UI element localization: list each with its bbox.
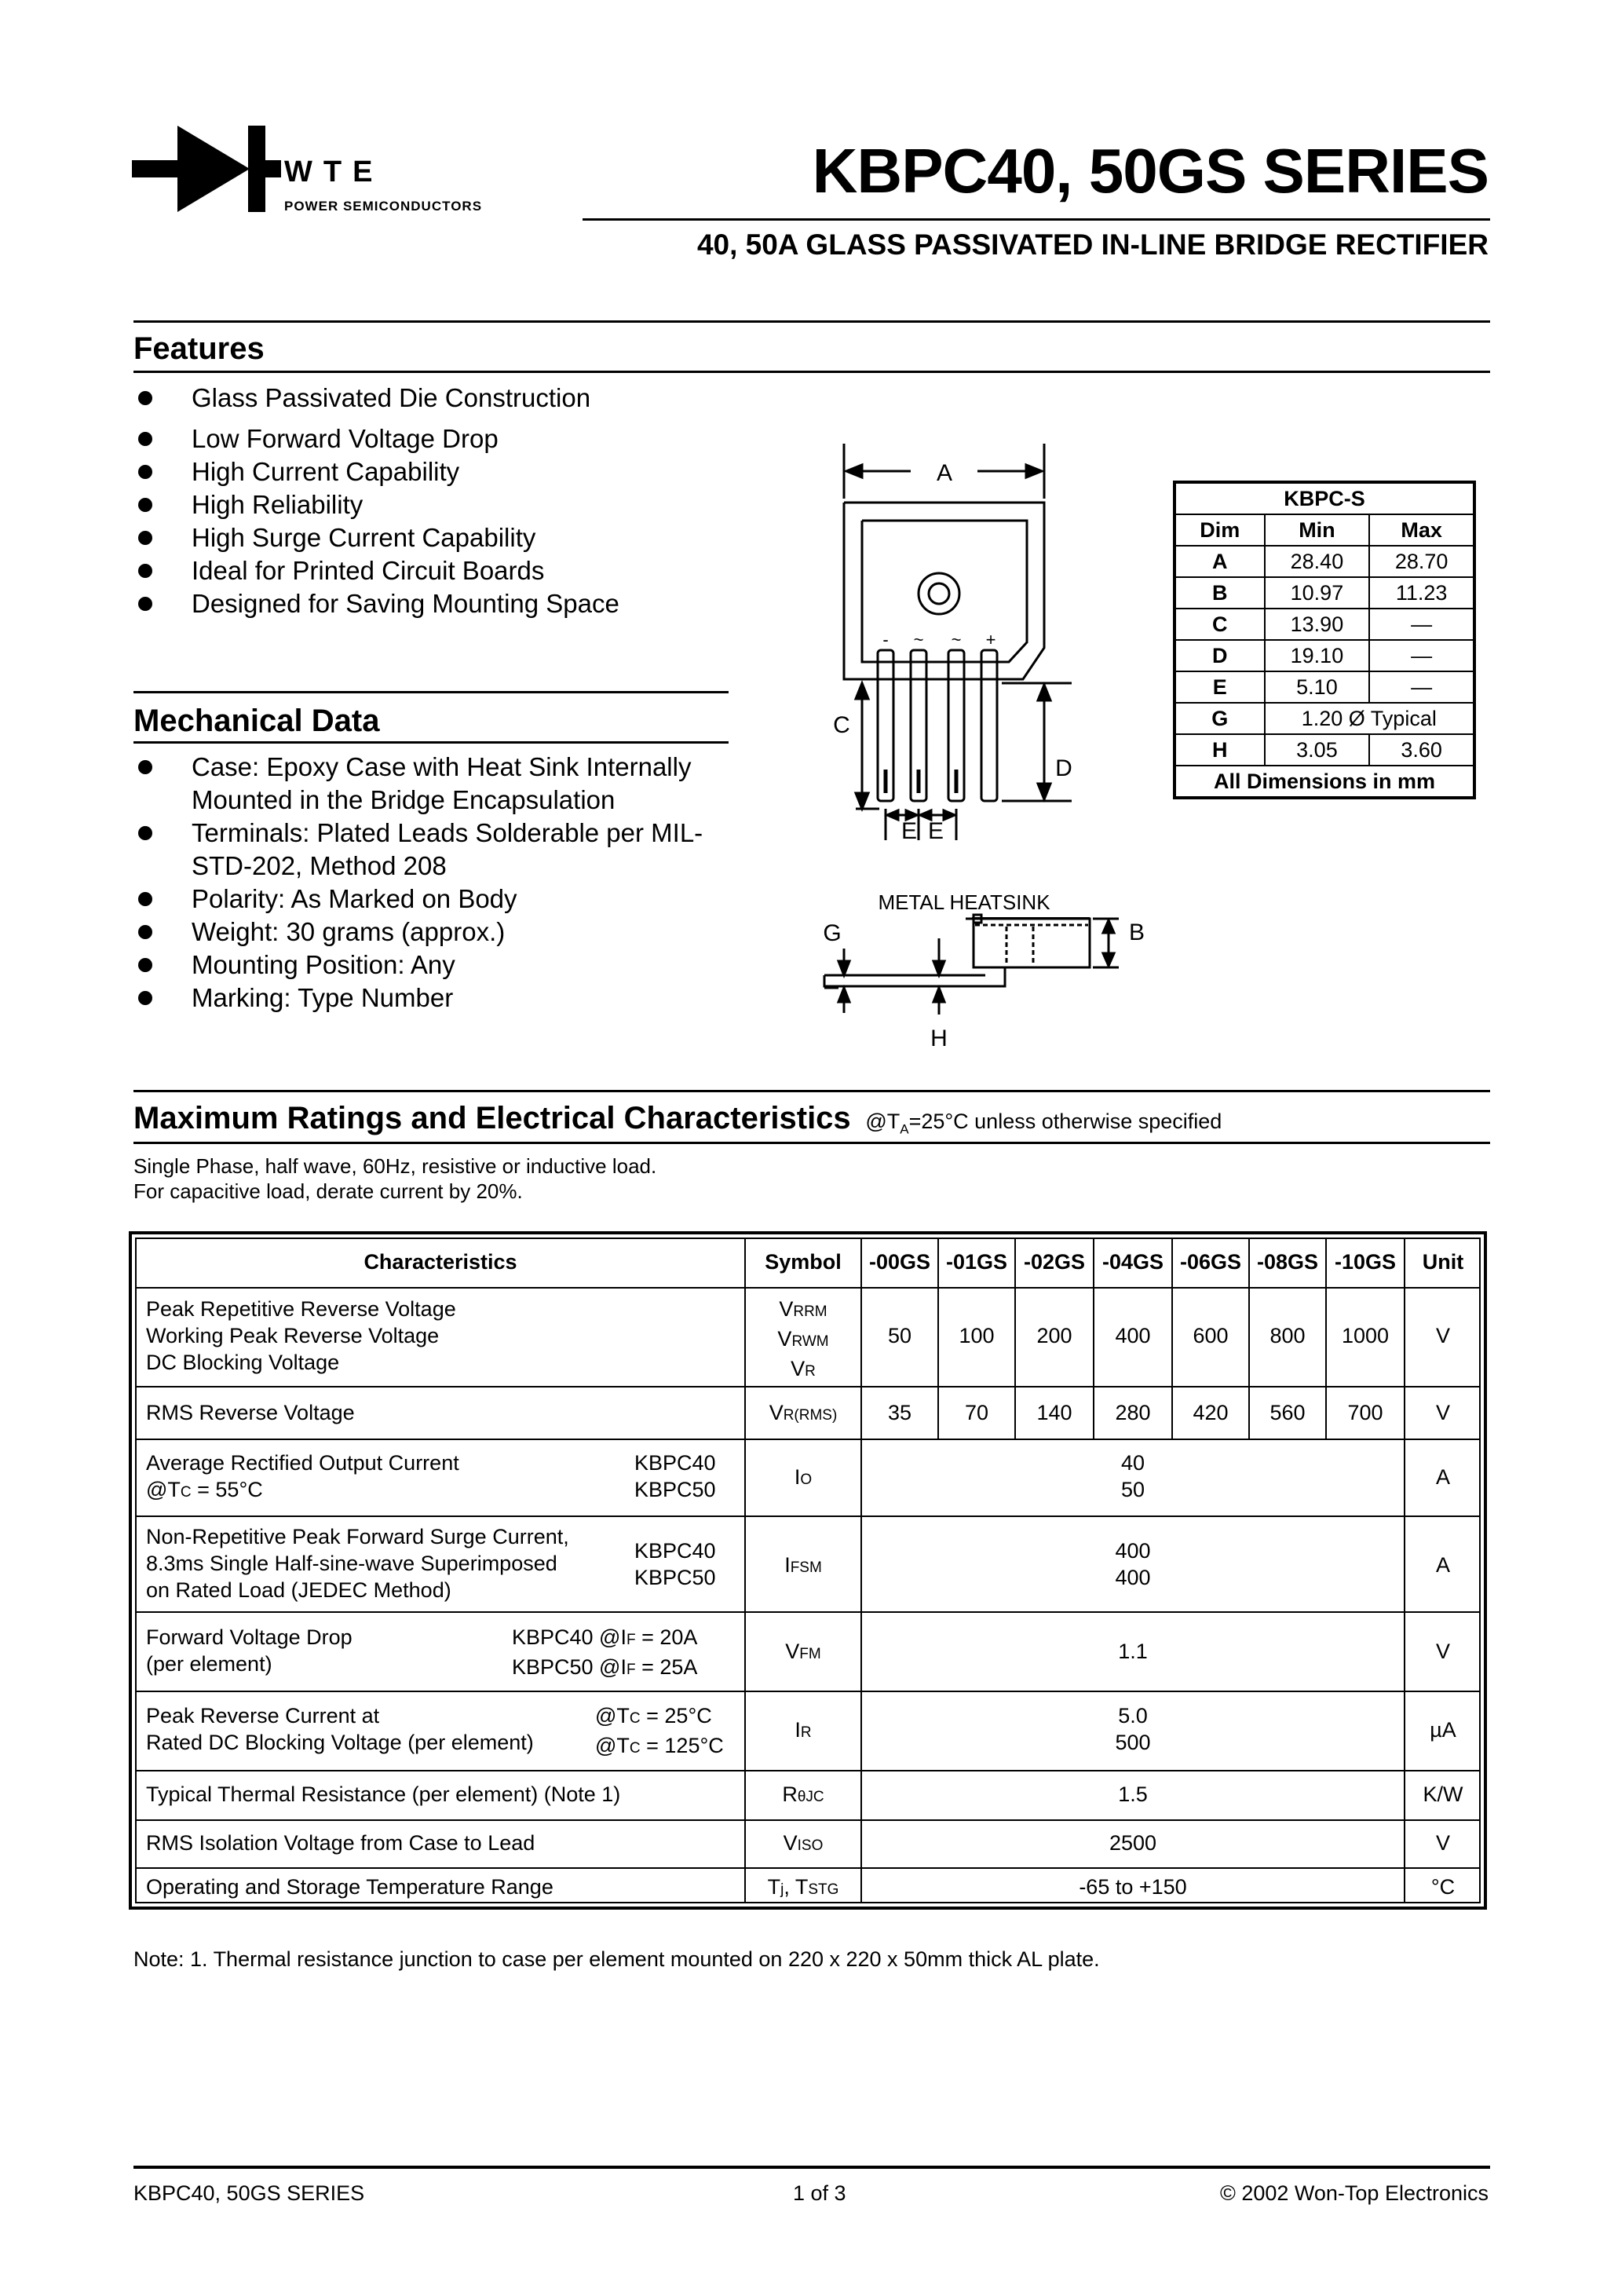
row7-value: 1.5	[1118, 1782, 1148, 1806]
row2-value: 700	[1347, 1401, 1383, 1424]
table-note: Note: 1. Thermal resistance junction to case per element mounted on 220 x 220 x 50mm thick AL plate.	[133, 1947, 1100, 1971]
row6-characteristic: Peak Reverse Current at Rated DC Blocking Voltage (per element)	[146, 1704, 534, 1754]
row1-unit: V	[1435, 1324, 1450, 1347]
page-subtitle: 40, 50A GLASS PASSIVATED IN-LINE BRIDGE RECTIFIER	[696, 229, 1489, 261]
ratings-top-rule	[133, 1090, 1490, 1092]
list-item: High Surge Current Capability	[133, 521, 762, 554]
table-row	[1174, 609, 1474, 640]
dims-cell-max: 11.23	[1369, 577, 1474, 609]
dims-cell-dim: H	[1174, 734, 1265, 766]
mechanical-list	[133, 751, 746, 1015]
footer-copyright: © 2002 Won-Top Electronics	[1219, 2181, 1489, 2205]
row2-value: 70	[964, 1401, 989, 1424]
row3-characteristic: Average Rectified Output Current @TC = 55°C	[146, 1451, 459, 1501]
col-header-grade: -04GS	[1101, 1250, 1164, 1274]
col-header-characteristics: Characteristics	[363, 1250, 517, 1274]
row2-characteristic: RMS Reverse Voltage	[146, 1401, 355, 1424]
mechanical-bottom-rule	[133, 741, 729, 744]
row3-values: 40 50	[1120, 1451, 1145, 1501]
ratings-title-text: Maximum Ratings and Electrical Characteristics	[133, 1101, 851, 1135]
row7-symbol: RθJC	[782, 1782, 824, 1806]
dims-cell-min: 10.97	[1265, 577, 1370, 609]
table-row	[1174, 703, 1474, 734]
dims-cell-dim: D	[1174, 640, 1265, 671]
row3-symbol: IO	[794, 1465, 813, 1489]
row8-value: 2500	[1109, 1831, 1157, 1855]
pin-ac2-label: ~	[951, 630, 962, 649]
row9-unit: °C	[1430, 1875, 1456, 1899]
row4-unit: A	[1435, 1553, 1450, 1577]
col-header-grade: -06GS	[1179, 1250, 1242, 1274]
dims-cell-max: —	[1369, 671, 1474, 703]
col-header-grade: -10GS	[1334, 1250, 1397, 1274]
footer-rule	[133, 2166, 1490, 2169]
ratings-table	[129, 1231, 1487, 1910]
row1-value: 800	[1269, 1324, 1306, 1347]
pin-minus-label: -	[882, 630, 889, 649]
dim-label-b: B	[1128, 919, 1145, 945]
list-item: Weight: 30 grams (approx.)	[133, 916, 746, 949]
row6-values: 5.0 500	[1115, 1704, 1151, 1754]
table-row	[1174, 671, 1474, 703]
pin-ac1-label: ~	[913, 630, 924, 649]
row8-symbol: VISO	[783, 1831, 824, 1855]
ratings-bottom-rule	[133, 1142, 1490, 1144]
features-list	[133, 382, 762, 620]
table-row	[1174, 546, 1474, 577]
dims-header-min: Min	[1265, 514, 1370, 546]
ratings-condition-2: For capacitive load, derate current by 20%.	[133, 1179, 523, 1203]
footer-page-number: 1 of 3	[793, 2181, 846, 2205]
row4-values: 400 400	[1115, 1539, 1151, 1589]
brand-name: WTE	[284, 155, 384, 188]
dimensions-table	[1173, 481, 1476, 799]
package-outline-diagram	[801, 440, 1178, 1052]
row8-characteristic: RMS Isolation Voltage from Case to Lead	[146, 1831, 535, 1855]
col-header-grade: -00GS	[868, 1250, 931, 1274]
ratings-title-note: $@T_A=25^\circ C$ unless otherwise specified	[865, 1110, 1222, 1137]
row1-value: 400	[1115, 1324, 1151, 1347]
table-row	[1174, 577, 1474, 609]
heatsink-label: METAL HEATSINK	[878, 890, 1050, 914]
row2-value: 560	[1269, 1401, 1306, 1424]
row1-value: 600	[1193, 1324, 1229, 1347]
col-header-grade: -02GS	[1023, 1250, 1086, 1274]
row1-value: 200	[1036, 1324, 1072, 1347]
row2-value: 140	[1036, 1401, 1072, 1424]
row2-value: 280	[1115, 1401, 1151, 1424]
dim-label-a: A	[936, 460, 953, 486]
table-row	[1174, 734, 1474, 766]
row1-value: 100	[959, 1324, 995, 1347]
dims-header-max: Max	[1369, 514, 1474, 546]
dims-cell-dim: B	[1174, 577, 1265, 609]
list-item: High Reliability	[133, 488, 762, 521]
dim-label-e1: E	[901, 818, 918, 844]
row3-unit: A	[1435, 1465, 1450, 1489]
row5-symbol: VFM	[785, 1640, 821, 1663]
dim-label-c: C	[833, 712, 850, 738]
dims-cell-max: —	[1369, 609, 1474, 640]
row1-value: 1000	[1341, 1324, 1390, 1347]
row1-symbol: VRRM VRWM VR	[777, 1297, 829, 1380]
dims-cell-min: 13.90	[1265, 609, 1370, 640]
table-row	[1174, 640, 1474, 671]
dims-cell-min: 5.10	[1265, 671, 1370, 703]
row9-characteristic: Operating and Storage Temperature Range	[146, 1875, 553, 1899]
row2-value: 420	[1193, 1401, 1229, 1424]
row5-conditions: KBPC40 @IF = 20A KBPC50 @IF = 25A	[512, 1625, 698, 1679]
row9-value: -65 to +150	[1079, 1875, 1187, 1899]
features-top-rule	[133, 320, 1490, 323]
dim-label-d: D	[1055, 755, 1072, 781]
list-item: Glass Passivated Die Construction	[133, 382, 762, 415]
row4-characteristic: Non-Repetitive Peak Forward Surge Current, 8.3ms Single Half-sine-wave Superimposed on Rated Load (JEDEC Method)	[146, 1525, 569, 1602]
list-item: Case: Epoxy Case with Heat Sink Internally Mounted in the Bridge Encapsulation	[133, 751, 746, 817]
pin-plus-label: +	[985, 630, 996, 649]
row5-value: 1.1	[1118, 1640, 1148, 1663]
col-header-symbol: Symbol	[765, 1250, 842, 1274]
row6-conditions: @TC = 25°C @TC = 125°C	[595, 1704, 724, 1757]
row2-value: 35	[887, 1401, 912, 1424]
dims-cell-typical: 1.20 Ø Typical	[1265, 703, 1474, 734]
row2-symbol: VR(RMS)	[769, 1401, 838, 1424]
wte-logo-icon	[132, 118, 281, 220]
row4-models: KBPC40 KBPC50	[634, 1539, 716, 1589]
row7-unit: K/W	[1423, 1782, 1463, 1806]
dims-footer: All Dimensions in mm	[1174, 766, 1474, 798]
dims-package-name: KBPC-S	[1174, 482, 1474, 514]
col-header-grade: -01GS	[945, 1250, 1008, 1274]
row9-symbol: Tj, TSTG	[767, 1875, 839, 1899]
dims-cell-min: 28.40	[1265, 546, 1370, 577]
ratings-condition-1: Single Phase, half wave, 60Hz, resistive or inductive load.	[133, 1154, 657, 1178]
dims-cell-dim: G	[1174, 703, 1265, 734]
dims-cell-dim: E	[1174, 671, 1265, 703]
title-divider	[583, 218, 1490, 221]
footer-series: KBPC40, 50GS SERIES	[133, 2181, 365, 2205]
list-item: Ideal for Printed Circuit Boards	[133, 554, 762, 587]
mechanical-title: Mechanical Data	[133, 704, 380, 738]
row3-models: KBPC40 KBPC50	[634, 1451, 716, 1501]
dims-cell-dim: A	[1174, 546, 1265, 577]
row7-characteristic: Typical Thermal Resistance (per element) (Note 1)	[146, 1782, 621, 1806]
list-item: Designed for Saving Mounting Space	[133, 587, 762, 620]
list-item: Low Forward Voltage Drop	[133, 422, 762, 455]
list-item: Polarity: As Marked on Body	[133, 883, 746, 916]
row5-characteristic: Forward Voltage Drop (per element)	[146, 1625, 353, 1676]
row6-unit: µA	[1430, 1718, 1456, 1742]
brand-tagline: POWER SEMICONDUCTORS	[284, 199, 483, 214]
dims-cell-min: 19.10	[1265, 640, 1370, 671]
col-header-grade: -08GS	[1256, 1250, 1319, 1274]
page-title: KBPC40, 50GS SERIES	[812, 136, 1489, 206]
list-item: Terminals: Plated Leads Solderable per MIL-STD-202, Method 208	[133, 817, 746, 883]
dim-label-h: H	[930, 1026, 948, 1051]
features-title: Features	[133, 331, 265, 366]
dim-label-g: G	[823, 920, 842, 946]
list-item: High Current Capability	[133, 455, 762, 488]
dims-cell-dim: C	[1174, 609, 1265, 640]
row8-unit: V	[1435, 1831, 1450, 1855]
dims-cell-min: 3.05	[1265, 734, 1370, 766]
row6-symbol: IR	[795, 1718, 812, 1742]
list-item: Mounting Position: Any	[133, 949, 746, 982]
mechanical-top-rule	[133, 691, 729, 693]
dims-cell-max: 3.60	[1369, 734, 1474, 766]
row2-unit: V	[1435, 1401, 1450, 1424]
row4-symbol: IFSM	[784, 1553, 822, 1577]
dim-label-e2: E	[927, 818, 944, 844]
dims-header-dim: Dim	[1174, 514, 1265, 546]
dims-cell-max: 28.70	[1369, 546, 1474, 577]
features-bottom-rule	[133, 371, 1490, 373]
row5-unit: V	[1435, 1640, 1450, 1663]
ratings-title	[133, 1102, 1222, 1135]
row1-characteristic: Peak Repetitive Reverse Voltage Working Peak Reverse Voltage DC Blocking Voltage	[146, 1297, 456, 1374]
list-item: Marking: Type Number	[133, 982, 746, 1015]
col-header-unit: Unit	[1422, 1250, 1464, 1274]
dims-cell-max: —	[1369, 640, 1474, 671]
row1-value: 50	[887, 1324, 912, 1347]
